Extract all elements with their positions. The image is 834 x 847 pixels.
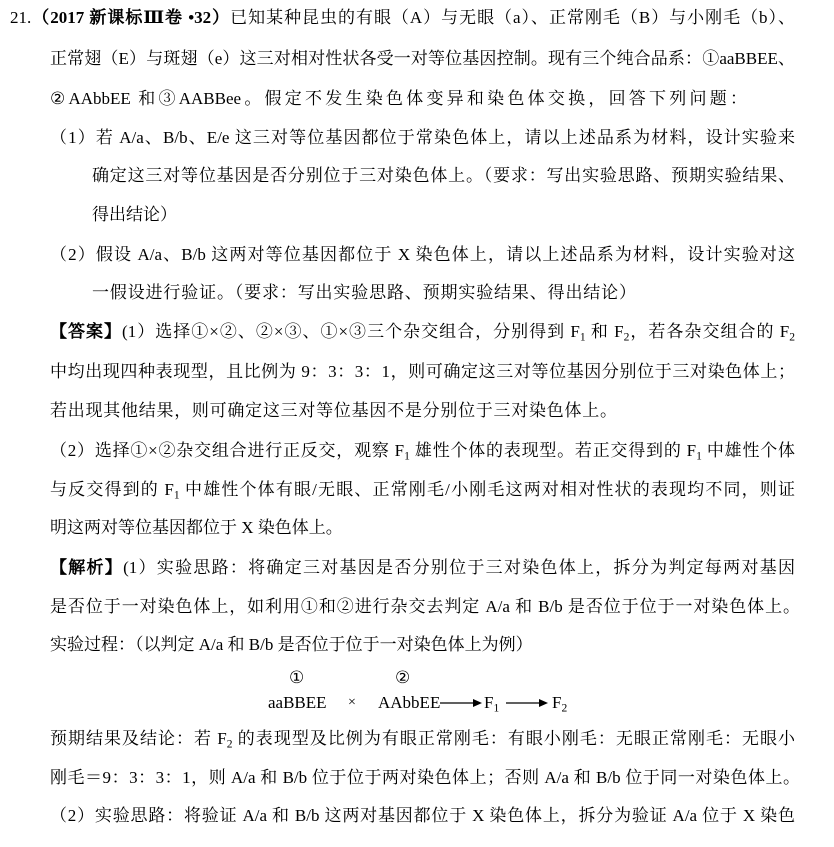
subscript: 1 <box>579 330 586 344</box>
analysis-part2-line-1: （2）实验思路：将验证 A/a 和 B/b 这两对基因都位于 X 染色体上，拆分为验证 A/a 位于 X 染色 <box>50 806 795 825</box>
question-number: 21. <box>10 8 32 27</box>
subscript: 1 <box>173 488 180 502</box>
question-part2-line-1: （2）假设 A/a、B/b 这两对等位基因都位于 X 染色体上，请以上述品系为材料，设计实验对这 <box>50 245 795 264</box>
answer-part2-line-3: 明这两对等位基因都位于 X 染色体上。 <box>50 518 343 537</box>
f1-generation <box>484 690 499 716</box>
answer-part1-line-2: 中均出现四种表现型，且比例为 9：3：3：1，则可确定这三对等位基因分别位于三对染色体上； <box>50 362 795 381</box>
answer-text: 雄性个体的表现型。若正交得到的 F <box>409 441 697 460</box>
subscript: 1 <box>404 449 410 463</box>
question-stem-text: 已知某种昆虫的有眼（A）与无眼（a）、正常刚毛（B）与小刚毛（b）、 <box>230 8 795 27</box>
subscript: 2 <box>226 737 233 751</box>
answer-part1-line-1 <box>50 319 795 345</box>
analysis-result-line-1 <box>50 726 795 752</box>
analysis-text: 的表现型及比例为有眼正常刚毛：有眼小刚毛：无眼正常刚毛：无眼小 <box>232 729 795 748</box>
answer-text: （2）选择①×②杂交组合进行正反交，观察 F <box>50 441 405 460</box>
cross-symbol: × <box>348 695 356 710</box>
analysis-part1-line-3: 实验过程：（以判定 A/a 和 B/b 是否位于位于一对染色体上为例） <box>50 635 533 654</box>
analysis-text: 预期结果及结论：若 F <box>50 729 227 748</box>
question-source: （2017 新课标Ⅲ卷 •32） <box>31 8 231 27</box>
answer-text: ，若各杂交组合的 F <box>629 322 790 341</box>
answer-part1-line-3: 若出现其他结果，则可确定这三对等位基因不是分别位于三对染色体上。 <box>50 401 617 420</box>
analysis-part1-line-2: 是否位于一对染色体上，如利用①和②进行杂交去判定 A/a 和 B/b 是否位于位于一对染色体上。 <box>50 597 800 616</box>
subscript: 2 <box>561 701 568 715</box>
answer-part2-line-1 <box>50 438 795 464</box>
analysis-result-line-2: 刚毛＝9：3：3：1，则 A/a 和 B/b 位于位于两对染色体上；否则 A/a 和 B/b 位于同一对染色体上。 <box>50 768 800 787</box>
question-part2-line-2: 一假设进行验证。（要求：写出实验思路、预期实验结果、得出结论） <box>92 283 636 302</box>
question-line-1 <box>10 5 795 31</box>
f1-letter: F <box>484 693 494 712</box>
answer-text: 中雄性个体 <box>701 441 795 460</box>
analysis-text: (1）实验思路：将确定三对基因是否分别位于三对染色体上，拆分为判定每两对基因 <box>123 558 795 577</box>
subscript: 1 <box>493 701 500 715</box>
f2-letter: F <box>552 693 562 712</box>
f2-generation <box>552 690 567 716</box>
question-stem-line-3: ②AAbbEE 和③AABBee。假定不发生染色体变异和染色体交换，回答下列问题： <box>50 89 747 108</box>
parent2-number: ② <box>395 668 411 687</box>
question-part1-line-1: （1）若 A/a、B/b、E/e 这三对等位基因都位于常染色体上，请以上述品系为材料，设计实验来 <box>50 128 795 147</box>
parent2-genotype: AAbbEE <box>378 693 441 712</box>
answer-text: 中雄性个体有眼/无眼、正常刚毛/小刚毛这两对相对性状的表现均不同，则证 <box>179 480 795 499</box>
analysis-label: 【解析】 <box>50 558 124 577</box>
question-part1-line-2: 确定这三对等位基因是否分别位于三对染色体上。（要求：写出实验思路、预期实验结果、 <box>92 166 795 185</box>
answer-label: 【答案】 <box>50 322 123 341</box>
arrow-right-icon <box>440 697 482 709</box>
answer-text: (1）选择①×②、②×③、①×③三个杂交组合，分别得到 F <box>122 322 580 341</box>
analysis-part1-line-1 <box>50 555 795 581</box>
question-stem-line-2: 正常翅（E）与斑翅（e）这三对相对性状各受一对等位基因控制。现有三个纯合品系：①aaBBEE、 <box>50 49 795 68</box>
subscript: 1 <box>696 449 702 463</box>
answer-part2-line-2 <box>50 477 795 503</box>
answer-text: 与反交得到的 F <box>50 480 174 499</box>
arrow-right-icon <box>506 697 548 709</box>
parent1-number: ① <box>289 668 305 687</box>
parent1-genotype: aaBBEE <box>268 693 327 712</box>
answer-text: 和 F <box>585 322 624 341</box>
question-part1-line-3: 得出结论） <box>92 205 177 224</box>
subscript: 2 <box>789 330 795 344</box>
subscript: 2 <box>623 330 630 344</box>
